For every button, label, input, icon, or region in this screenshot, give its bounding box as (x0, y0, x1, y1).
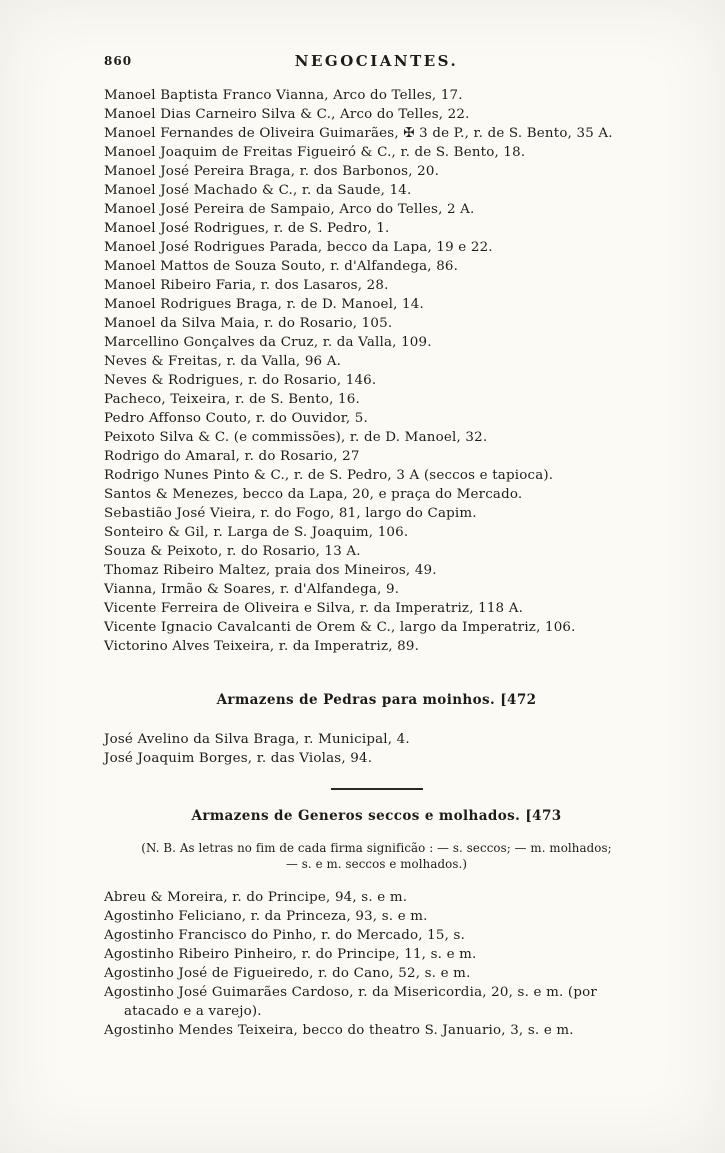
directory-entry: Pacheco, Teixeira, r. de S. Bento, 16. (104, 392, 360, 407)
section-title-pedras: Armazens de Pedras para moinhos. [472 (216, 692, 537, 708)
directory-entry: Manoel José Machado & C., r. da Saude, 14. (104, 183, 412, 198)
directory-entry: Manoel Joaquim de Freitas Figueiró & C., r. de S. Bento, 18. (104, 145, 526, 160)
directory-entry: Rodrigo do Amaral, r. do Rosario, 27 (104, 449, 360, 464)
directory-entry: Sebastião José Vieira, r. do Fogo, 81, largo do Capim. (104, 506, 477, 521)
directory-entry: Manoel Ribeiro Faria, r. dos Lasaros, 28. (104, 278, 389, 293)
spacer (104, 824, 649, 840)
directory-entry: Manoel José Pereira de Sampaio, Arco do Telles, 2 A. (104, 202, 475, 217)
directory-entry: Agostinho Ribeiro Pinheiro, r. do Principe, 11, s. e m. (104, 947, 477, 962)
directory-entry: Vianna, Irmão & Soares, r. d'Alfandega, 9. (104, 582, 400, 597)
directory-entry: Agostinho José de Figueiredo, r. do Cano, 52, s. e m. (104, 966, 471, 981)
directory-entry: Marcellino Gonçalves da Cruz, r. da Valla, 109. (104, 335, 432, 350)
directory-entry: Abreu & Moreira, r. do Principe, 94, s. e m. (104, 890, 408, 905)
directory-entry: Manoel Dias Carneiro Silva & C., Arco do Telles, 22. (104, 107, 470, 122)
directory-entry: Agostinho Francisco do Pinho, r. do Mercado, 15, s. (104, 928, 466, 943)
directory-entry: Manoel Baptista Franco Vianna, Arco do Telles, 17. (104, 88, 463, 103)
page-number: 860 (104, 54, 133, 68)
directory-entry: Sonteiro & Gil, r. Larga de S. Joaquim, 106. (104, 525, 409, 540)
page-header (104, 52, 649, 74)
running-title: NEGOCIANTES. (294, 52, 459, 70)
page-content (104, 52, 649, 1040)
directory-entry: Souza & Peixoto, r. do Rosario, 13 A. (104, 544, 361, 559)
spacer (104, 708, 649, 730)
directory-entry: Manoel da Silva Maia, r. do Rosario, 105. (104, 316, 393, 331)
directory-entry: Santos & Menezes, becco da Lapa, 20, e praça do Mercado. (104, 487, 523, 502)
directory-entry: Vicente Ignacio Cavalcanti de Orem & C., largo da Imperatriz, 106. (104, 620, 576, 635)
directory-entry: Agostinho José Guimarães Cardoso, r. da Misericordia, 20, s. e m. (por atacado e a varejo). (104, 985, 597, 1019)
generos-list (104, 888, 649, 1040)
directory-entry: Manoel José Rodrigues Parada, becco da Lapa, 19 e 22. (104, 240, 493, 255)
directory-entry: Vicente Ferreira de Oliveira e Silva, r. da Imperatriz, 118 A. (104, 601, 524, 616)
note-line-1: (N. B. As letras no fim de cada firma significão : — s. seccos; — m. molhados; (141, 841, 612, 855)
note-line-2: — s. e m. seccos e molhados.) (285, 857, 468, 871)
directory-entry: Rodrigo Nunes Pinto & C., r. de S. Pedro, 3 A (seccos e tapioca). (104, 468, 554, 483)
directory-entry: Neves & Freitas, r. da Valla, 96 A. (104, 354, 342, 369)
directory-entry: Pedro Affonso Couto, r. do Ouvidor, 5. (104, 411, 368, 426)
pedras-list (104, 730, 649, 768)
directory-entry: Agostinho Feliciano, r. da Princeza, 93, s. e m. (104, 909, 428, 924)
directory-entry: Manoel Rodrigues Braga, r. de D. Manoel, 14. (104, 297, 424, 312)
section-divider (331, 788, 423, 790)
directory-entry: Peixoto Silva & C. (e commissões), r. de D. Manoel, 32. (104, 430, 488, 445)
directory-entry: Manoel Fernandes de Oliveira Guimarães, ✠ 3 de P., r. de S. Bento, 35 A. (104, 126, 613, 141)
negociantes-list (104, 86, 649, 656)
section-note (104, 840, 649, 872)
section-title-generos: Armazens de Generos seccos e molhados. [473 (191, 808, 562, 824)
directory-entry: José Avelino da Silva Braga, r. Municipal, 4. (104, 732, 410, 747)
directory-entry: Agostinho Mendes Teixeira, becco do theatro S. Januario, 3, s. e m. (104, 1023, 574, 1038)
directory-entry: Neves & Rodrigues, r. do Rosario, 146. (104, 373, 377, 388)
spacer (104, 656, 649, 692)
directory-entry: Manoel José Rodrigues, r. de S. Pedro, 1. (104, 221, 390, 236)
directory-entry: José Joaquim Borges, r. das Violas, 94. (104, 751, 373, 766)
directory-entry: Victorino Alves Teixeira, r. da Imperatriz, 89. (104, 639, 420, 654)
directory-entry: Manoel Mattos de Souza Souto, r. d'Alfandega, 86. (104, 259, 459, 274)
directory-entry: Manoel José Pereira Braga, r. dos Barbonos, 20. (104, 164, 440, 179)
directory-entry: Thomaz Ribeiro Maltez, praia dos Mineiros, 49. (104, 563, 437, 578)
